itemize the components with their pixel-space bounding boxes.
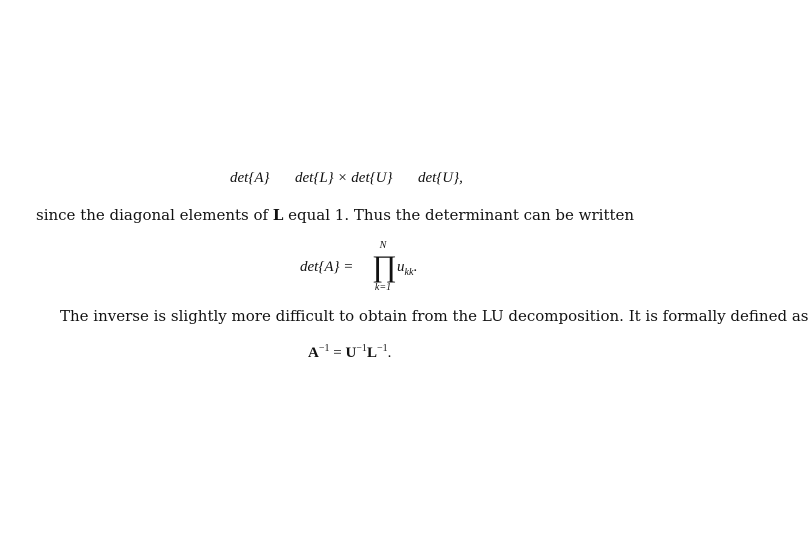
eq2-upper-limit: N xyxy=(379,240,387,251)
eq3-a-exponent: −1 xyxy=(318,343,330,354)
equation-inverse xyxy=(308,343,391,362)
eq3-u-exponent: −1 xyxy=(356,343,367,354)
eq2-term-u: u xyxy=(397,259,405,275)
eq2-lower-limit: k=1 xyxy=(374,282,392,293)
text1-after: equal 1. Thus the determinant can be written xyxy=(283,206,635,224)
text1-before: since the diagonal elements of xyxy=(36,206,273,224)
eq1-det-l-times-det-u: det{L} × det{U} xyxy=(295,170,393,186)
eq3-end-period: . xyxy=(387,345,392,361)
paragraph-diagonal-elements xyxy=(36,206,634,224)
eq3-a: A xyxy=(308,345,319,361)
eq2-end-period: . xyxy=(413,259,418,275)
paragraph-inverse-lu: The inverse is slightly more difficult to obtain from the LU decomposition. It is formally defined as xyxy=(60,307,808,325)
equation-determinant-as-product xyxy=(300,240,460,296)
eq3-equals: = xyxy=(333,345,342,361)
eq2-term xyxy=(397,259,417,278)
equation-determinant-product xyxy=(230,170,463,187)
eq1-det-u: det{U}, xyxy=(417,170,463,186)
eq3-l-exponent: −1 xyxy=(376,343,388,354)
eq1-det-a: det{A} xyxy=(230,170,270,186)
eq2-lhs: det{A} = xyxy=(300,259,354,275)
eq2-term-subscript: kk xyxy=(404,267,414,278)
eq3-l: L xyxy=(366,345,377,361)
eq2-product-symbol: ∏ xyxy=(372,250,397,283)
text1-symbol-l: L xyxy=(272,206,284,224)
eq3-u: U xyxy=(345,345,357,361)
